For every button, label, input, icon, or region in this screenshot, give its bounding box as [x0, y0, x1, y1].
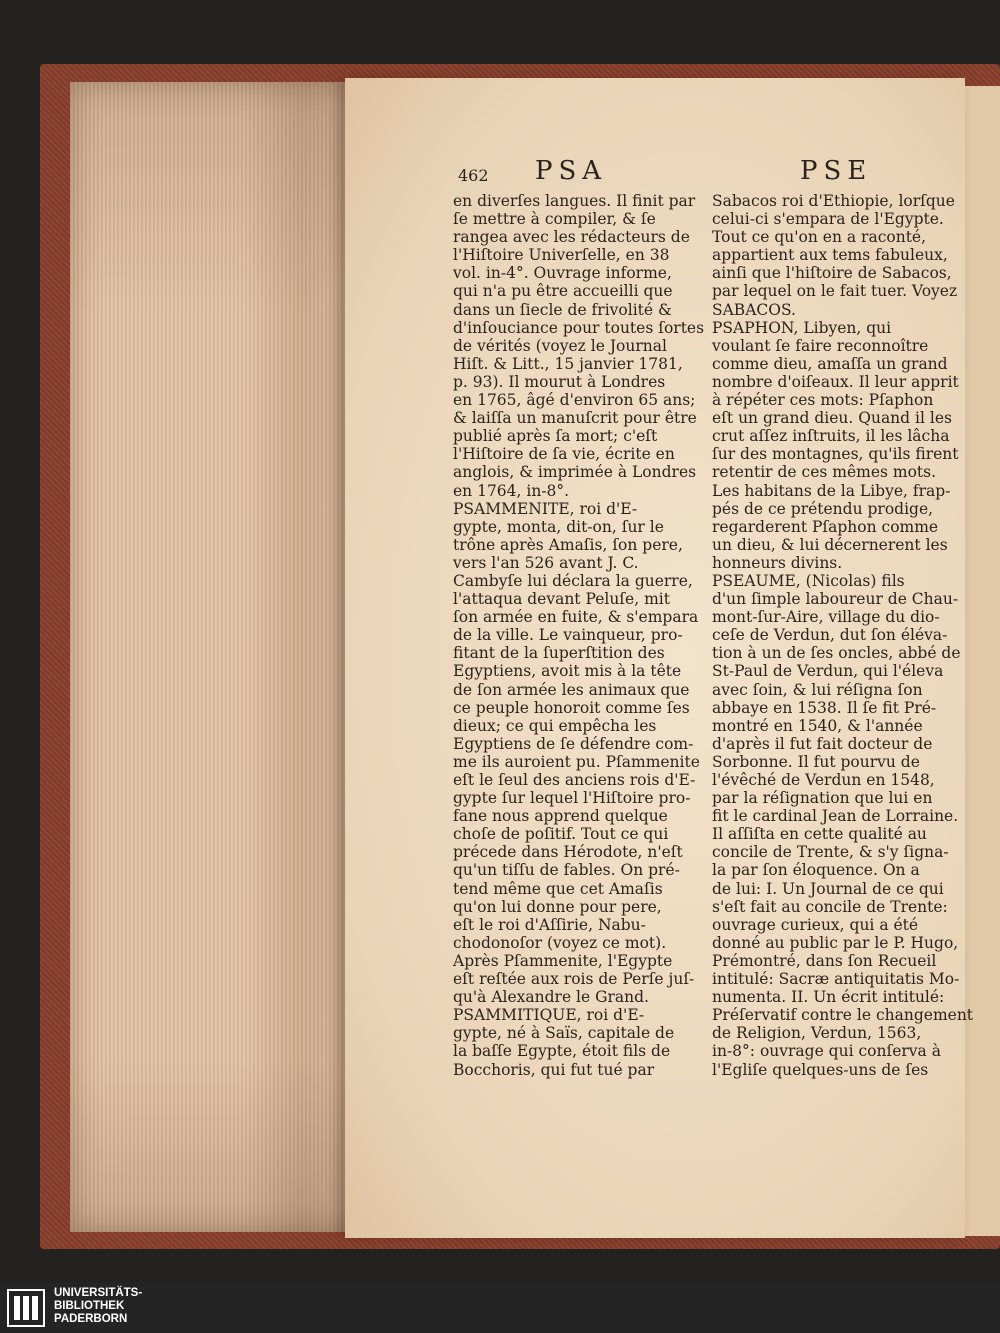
text-line: trône après Amaſis, ſon pere,	[453, 535, 683, 554]
text-line: vers l'an 526 avant J. C.	[453, 553, 639, 572]
text-line: qui n'a pu être accueilli que	[453, 282, 673, 301]
text-line: gypte, monta, dit-on, ſur le	[453, 517, 664, 536]
text-line: qu'on lui donne pour pere,	[453, 897, 662, 916]
text-line: abbaye en 1538. Il ſe fit Pré-	[712, 698, 937, 717]
text-line: SABACOS.	[712, 300, 796, 319]
text-line: publié après ſa mort; c'eſt	[453, 427, 658, 446]
text-line: Hiſt. & Litt., 15 janvier 1781,	[453, 354, 683, 373]
text-line: Il aſſiſta en cette qualité au	[712, 825, 927, 844]
text-line: de ſon armée les animaux que	[453, 680, 690, 699]
text-line: l'Egliſe quelques-uns de ſes	[712, 1060, 929, 1079]
text-line: concile de Trente, & s'y ſigna-	[712, 843, 949, 862]
text-line: Egyptiens, avoit mis à la tête	[453, 662, 682, 681]
text-line: l'évêché de Verdun en 1548,	[712, 771, 935, 789]
text-line: de vérités (voyez le Journal	[453, 336, 667, 355]
text-line: numenta. II. Un écrit intitulé:	[712, 988, 945, 1007]
text-line: de la ville. Le vainqueur, pro-	[453, 626, 683, 645]
text-line: gypte ſur lequel l'Hiſtoire pro-	[453, 789, 691, 808]
text-line: eſt le ſeul des anciens rois d'E-	[453, 771, 696, 789]
text-line: Bocchoris, qui fut tué par	[453, 1060, 655, 1079]
text-line: qu'un tiſſu de fables. On pré-	[453, 861, 680, 880]
text-line: gypte, né à Saïs, capitale de	[453, 1024, 675, 1043]
text-line: regarderent Pſaphon comme	[712, 517, 939, 536]
text-line: mont-ſur-Aire, village du dio-	[712, 608, 940, 627]
text-line: précede dans Hérodote, n'eſt	[453, 843, 683, 862]
text-line: intitulé: Sacræ antiquitatis Mo-	[712, 970, 960, 989]
text-line: me ils auroient pu. Pſammenite	[453, 752, 700, 771]
text-line: ceſe de Verdun, dut ſon éléva-	[712, 626, 948, 645]
text-line: par lequel on le fait tuer. Voyez	[712, 282, 958, 301]
text-line: chodonoſor (voyez ce mot).	[453, 933, 667, 952]
left-text-column	[453, 192, 704, 1079]
text-line: qu'à Alexandre le Grand.	[453, 988, 649, 1007]
library-name	[54, 1287, 142, 1326]
text-line: à répéter ces mots: Pſaphon	[712, 391, 934, 410]
text-line: retentir de ces mêmes mots.	[712, 463, 937, 482]
text-line: ouvrage curieux, qui a été	[712, 915, 919, 934]
text-line: donné au public par le P. Hugo,	[712, 933, 959, 952]
text-line: dieux; ce qui empêcha les	[453, 716, 657, 735]
text-line: comme dieu, amaſſa un grand	[712, 354, 948, 373]
text-line: ſe mettre à compiler, & ſe	[453, 210, 656, 229]
text-line: choſe de poſitif. Tout ce qui	[453, 825, 669, 844]
text-line: par la réſignation que lui en	[712, 789, 933, 808]
text-line: fane nous apprend quelque	[453, 807, 668, 826]
text-line: dans un ſiecle de frivolité &	[453, 300, 672, 319]
text-line: Prémontré, dans ſon Recueil	[712, 951, 937, 970]
text-line: anglois, & imprimée à Londres	[453, 463, 697, 482]
text-line: un dieu, & lui décernerent les	[712, 535, 948, 554]
text-line: PSAMMENITE, roi d'E-	[453, 499, 638, 518]
text-line: l'attaqua devant Peluſe, mit	[453, 590, 670, 609]
text-line: en diverſes langues. Il finit par	[453, 192, 696, 210]
text-line: pés de ce prétendu prodige,	[712, 499, 934, 518]
right-text-column	[712, 192, 973, 1079]
text-line: celui-ci s'empara de l'Egypte.	[712, 210, 944, 229]
text-line: vol. in-4°. Ouvrage informe,	[453, 264, 672, 283]
text-line: en 1765, âgé d'environ 65 ans;	[453, 391, 696, 410]
text-line: PSAPHON, Libyen, qui	[712, 318, 892, 337]
text-line: appartient aux tems fabuleux,	[712, 246, 948, 265]
text-line: fit le cardinal Jean de Lorraine.	[712, 807, 959, 826]
text-line: ce peuple honoroit comme ſes	[453, 698, 690, 717]
text-line: Tout ce qu'on en a raconté,	[712, 228, 927, 247]
text-line: crut aſſez inſtruits, il les lâcha	[712, 427, 950, 446]
text-line: la par ſon éloquence. On a	[712, 861, 920, 880]
library-line-3: PADERBORN	[54, 1313, 128, 1325]
library-line-1: UNIVERSITÄTS-	[54, 1287, 143, 1299]
running-head-right: PSE	[800, 156, 873, 186]
running-head-left: PSA	[535, 156, 608, 186]
text-line: Sorbonne. Il fut pourvu de	[712, 752, 920, 771]
text-line: Préſervatif contre le changement	[712, 1006, 974, 1025]
text-line: Les habitans de la Libye, frap-	[712, 481, 951, 500]
text-line: la baſſe Egypte, étoit fils de	[453, 1042, 671, 1061]
text-line: eſt le roi d'Aſſirie, Nabu-	[453, 915, 646, 934]
text-line: Egyptiens de ſe défendre com-	[453, 734, 694, 753]
text-line: ſur des montagnes, qu'ils firent	[712, 445, 959, 464]
text-line: l'Hiſtoire de ſa vie, écrite en	[453, 445, 675, 464]
library-line-2: BIBLIOTHEK	[54, 1300, 125, 1312]
text-line: PSAMMITIQUE, roi d'E-	[453, 1006, 645, 1025]
text-line: Cambyſe lui déclara la guerre,	[453, 571, 693, 590]
text-line: eſt reſtée aux rois de Perſe juſ-	[453, 970, 695, 989]
text-line: l'Hiſtoire Univerſelle, en 38	[453, 246, 670, 265]
text-line: tion à un de ſes oncles, abbé de	[712, 644, 961, 663]
text-line: St-Paul de Verdun, qui l'éleva	[712, 662, 944, 681]
text-line: PSEAUME, (Nicolas) fils	[712, 571, 905, 590]
text-line: nombre d'oiſeaux. Il leur apprit	[712, 372, 959, 391]
text-line: & laiſſa un manuſcrit pour être	[453, 409, 697, 428]
text-line: rangea avec les rédacteurs de	[453, 228, 690, 247]
text-line: Après Pſammenite, l'Egypte	[453, 951, 673, 970]
text-line: montré en 1540, & l'année	[712, 716, 923, 735]
text-line: de lui: I. Un Journal de ce qui	[712, 879, 944, 898]
text-line: s'eſt fait au concile de Trente:	[712, 897, 948, 916]
text-line: in-8°: ouvrage qui conſerva à	[712, 1042, 941, 1061]
text-line: fitant de la ſuperſtition des	[453, 644, 665, 663]
text-line: tend même que cet Amaſis	[453, 879, 663, 898]
text-line: d'un ſimple laboureur de Chau-	[712, 590, 959, 609]
library-logo-icon	[6, 1288, 46, 1328]
page-block-shade	[70, 82, 360, 1232]
text-line: en 1764, in-8°.	[453, 481, 570, 500]
text-line: d'après il fut fait docteur de	[712, 734, 933, 753]
text-line: ſon armée en fuite, & s'empara	[453, 608, 699, 627]
text-line: Sabacos roi d'Ethiopie, lorſque	[712, 192, 955, 210]
text-line: p. 93). Il mourut à Londres	[453, 372, 666, 391]
library-banner	[0, 1283, 1000, 1333]
text-line: d'inſouciance pour toutes ſortes	[453, 318, 705, 337]
text-line: avec ſoin, & lui réſigna ſon	[712, 680, 923, 699]
page-number: 462	[458, 166, 489, 185]
text-line: honneurs divins.	[712, 553, 843, 572]
text-line: ainſi que l'hiſtoire de Sabacos,	[712, 264, 952, 283]
text-line: de Religion, Verdun, 1563,	[712, 1024, 922, 1043]
text-line: eſt un grand dieu. Quand il les	[712, 409, 952, 428]
text-line: voulant ſe faire reconnoître	[712, 336, 929, 355]
